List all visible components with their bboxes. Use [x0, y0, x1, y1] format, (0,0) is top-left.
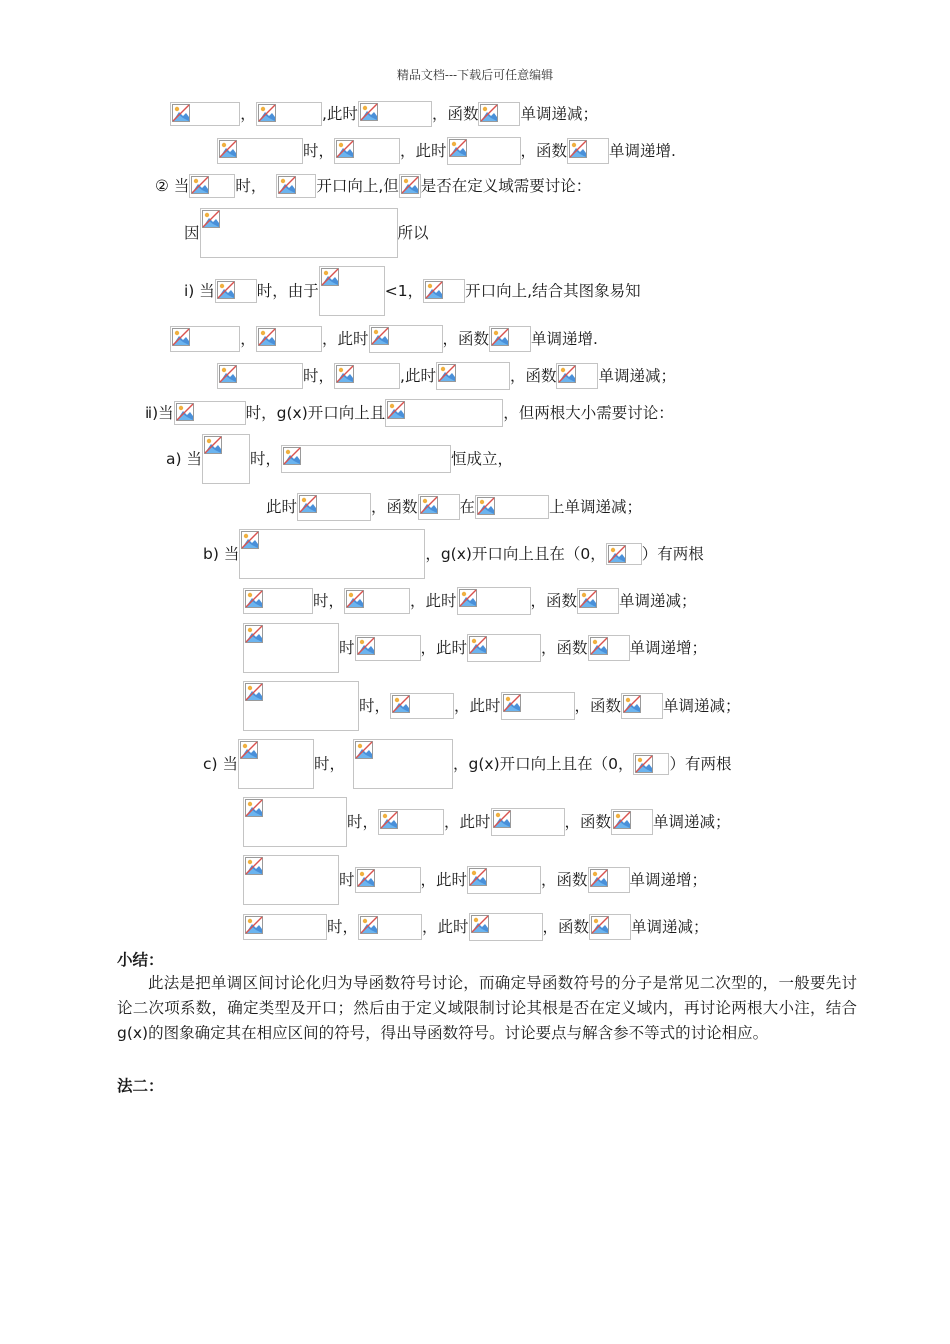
formula-image [577, 588, 619, 614]
formula-image [467, 866, 541, 894]
formula-image [447, 137, 521, 165]
formula-image [256, 326, 322, 352]
text: 单调递减； [653, 813, 731, 831]
text: ，函数 [509, 367, 557, 385]
broken-image-icon [590, 637, 608, 655]
text: b) 当 [203, 545, 240, 563]
broken-image-icon [420, 496, 438, 514]
formula-image [567, 138, 609, 164]
formula-image [378, 809, 444, 835]
formula-image [588, 635, 630, 661]
broken-image-icon [336, 365, 354, 383]
text: ，此时 [400, 142, 447, 160]
broken-image-icon [459, 589, 477, 607]
broken-image-icon [425, 281, 443, 299]
row-7 [217, 362, 676, 390]
text: 在 [459, 498, 476, 516]
broken-image-icon [493, 810, 511, 828]
formula-image [489, 326, 531, 352]
formula-image [353, 739, 453, 789]
broken-image-icon [245, 683, 263, 701]
text: ⅰ) 当 [184, 282, 215, 300]
text: ，函数 [574, 697, 622, 715]
formula-image [256, 102, 322, 126]
broken-image-icon [191, 176, 209, 194]
broken-image-icon [283, 447, 301, 465]
text: 时， [327, 918, 359, 936]
text: ，此时 [444, 813, 491, 831]
formula-image [243, 623, 339, 673]
row-4 [184, 208, 429, 258]
text: 时， [249, 450, 281, 468]
text: 单调递减； [631, 918, 709, 936]
page-header: 精品文档---下载后可任意编辑 [396, 68, 554, 82]
text: ，函数 [564, 813, 612, 831]
formula-image [423, 279, 465, 303]
formula-image [217, 363, 303, 389]
formula-image [239, 529, 425, 579]
broken-image-icon [176, 403, 194, 421]
text: ，函数 [520, 142, 568, 160]
broken-image-icon [204, 436, 222, 454]
broken-image-icon [469, 868, 487, 886]
text: 单调递增； [629, 871, 708, 889]
formula-image [491, 808, 565, 836]
formula-image [589, 914, 631, 940]
formula-image [399, 174, 421, 198]
text: 因 [184, 224, 200, 242]
broken-image-icon [172, 104, 190, 122]
text: c) 当 [203, 755, 238, 773]
broken-image-icon [202, 210, 220, 228]
text: 此时 [266, 498, 298, 516]
formula-image [467, 634, 541, 662]
broken-image-icon [258, 104, 276, 122]
text: ，函数 [442, 330, 490, 348]
formula-image [189, 174, 235, 198]
formula-image [369, 325, 443, 353]
row-17 [243, 855, 707, 905]
text: ，此时 [420, 639, 468, 657]
text: ，此时 [454, 697, 501, 715]
formula-image [217, 138, 303, 164]
text: 上单调递减； [549, 498, 643, 516]
text: 时， [359, 697, 391, 715]
text: ，此时 [322, 330, 369, 348]
broken-image-icon [491, 328, 509, 346]
formula-image [606, 543, 642, 565]
formula-image [200, 208, 398, 258]
broken-image-icon [219, 140, 237, 158]
formula-image [501, 692, 575, 720]
row-10 [266, 493, 642, 521]
formula-image [243, 588, 313, 614]
formula-image [174, 401, 246, 425]
text: ，函数 [530, 592, 578, 610]
formula-image [418, 494, 460, 520]
broken-image-icon [245, 857, 263, 875]
broken-image-icon [245, 799, 263, 817]
formula-image [358, 914, 422, 940]
text: ，函数 [542, 918, 590, 936]
text: <1， [384, 282, 424, 300]
text: 时，g(x)开口向上且 [245, 404, 386, 422]
broken-image-icon [401, 176, 419, 194]
broken-image-icon [355, 741, 373, 759]
broken-image-icon [299, 495, 317, 513]
formula-image [355, 635, 421, 661]
broken-image-icon [635, 755, 653, 773]
text: 时， [313, 592, 345, 610]
row-16 [243, 797, 731, 847]
formula-image [457, 587, 531, 615]
text: 是否在定义域需要讨论： [420, 177, 592, 195]
text: 开口向上,结合其图象易知 [465, 282, 641, 300]
formula-image [475, 495, 549, 519]
text: 时， [347, 813, 379, 831]
row-11 [203, 529, 704, 579]
formula-image [355, 867, 421, 893]
formula-image [281, 445, 451, 473]
broken-image-icon [219, 365, 237, 383]
text: ，函数 [371, 498, 418, 516]
text: ，但两根大小需要讨论： [503, 404, 674, 422]
row-3 [155, 174, 591, 198]
broken-image-icon [357, 869, 375, 887]
row-2 [217, 137, 676, 165]
formula-image [297, 493, 371, 521]
text: 时， [303, 142, 335, 160]
broken-image-icon [480, 104, 498, 122]
row-13 [243, 623, 707, 673]
text: ，函数 [431, 105, 479, 123]
formula-image [243, 855, 339, 905]
text: ，函数 [541, 871, 588, 889]
broken-image-icon [558, 365, 576, 383]
row-1 [170, 101, 598, 127]
broken-image-icon [469, 636, 487, 654]
formula-image [385, 399, 503, 427]
broken-image-icon [392, 695, 410, 713]
text: ，g(x)开口向上且在（0， [453, 755, 634, 773]
formula-image [170, 102, 240, 126]
text: ⅱ)当 [145, 404, 174, 422]
row-18 [243, 913, 709, 941]
formula-image [243, 681, 359, 731]
formula-image [436, 362, 510, 390]
text: 时 [339, 639, 355, 657]
text: 单调递增. [531, 330, 598, 348]
row-8 [145, 399, 674, 427]
broken-image-icon [608, 545, 626, 563]
broken-image-icon [623, 695, 641, 713]
row-5 [184, 266, 641, 316]
broken-image-icon [217, 281, 235, 299]
text: ，此时 [422, 918, 469, 936]
broken-image-icon [477, 497, 495, 515]
formula-image [170, 326, 240, 352]
formula-image [215, 279, 257, 303]
text: ，此时 [410, 592, 457, 610]
row-14 [243, 681, 741, 731]
broken-image-icon [503, 694, 521, 712]
text: 所以 [397, 224, 429, 242]
text: ， [240, 330, 256, 348]
broken-image-icon [569, 140, 587, 158]
broken-image-icon [241, 531, 259, 549]
formula-image [344, 588, 410, 614]
formula-image [556, 363, 598, 389]
text: 单调递增. [609, 142, 676, 160]
text: 开口向上,但 [316, 177, 399, 195]
formula-image [202, 434, 250, 484]
broken-image-icon [346, 590, 364, 608]
formula-image [334, 138, 400, 164]
text: ，函数 [541, 639, 588, 657]
text: 单调递减； [520, 105, 598, 123]
formula-image [238, 739, 314, 789]
broken-image-icon [336, 140, 354, 158]
formula-image [334, 363, 400, 389]
broken-image-icon [591, 916, 609, 934]
broken-image-icon [590, 869, 608, 887]
text: ，此时 [420, 871, 468, 889]
text: ,此时 [400, 367, 436, 385]
broken-image-icon [240, 741, 258, 759]
formula-image [319, 266, 385, 316]
formula-image [633, 753, 669, 775]
text: 单调递减； [619, 592, 697, 610]
row-9 [166, 434, 513, 484]
method-two-title: 法二： [117, 1077, 164, 1095]
text: 单调递减； [663, 697, 741, 715]
text: ）有两根 [641, 545, 704, 563]
formula-image [478, 102, 520, 126]
text: a) 当 [166, 450, 202, 468]
text: 时， [303, 367, 335, 385]
broken-image-icon [258, 328, 276, 346]
broken-image-icon [471, 915, 489, 933]
text: 时 [339, 871, 355, 889]
formula-image [390, 693, 454, 719]
broken-image-icon [360, 916, 378, 934]
formula-image [621, 693, 663, 719]
text: 时， [314, 755, 346, 773]
text: 单调递减； [598, 367, 676, 385]
formula-image [611, 809, 653, 835]
broken-image-icon [438, 364, 456, 382]
broken-image-icon [245, 625, 263, 643]
broken-image-icon [172, 328, 190, 346]
broken-image-icon [357, 637, 375, 655]
broken-image-icon [449, 139, 467, 157]
broken-image-icon [245, 590, 263, 608]
broken-image-icon [613, 811, 631, 829]
text: 恒成立， [451, 450, 514, 468]
formula-image [276, 174, 316, 198]
text: ， [240, 105, 256, 123]
formula-image [469, 913, 543, 941]
text: ）有两根 [669, 755, 732, 773]
formula-image [358, 101, 432, 127]
summary-paragraph: 此法是把单调区间讨论化归为导函数符号讨论，而确定导函数符号的分子是常见二次型的，一般要先讨论二次项系数，确定类型及开口；然后由于定义域限制讨论其根是否在定义域内，再讨论两根大小注，结合 g(x)的图象确定其在相应区间的符号，得出导函数符号。讨论要点与解含参不等式的讨论相应。 [117, 974, 857, 1042]
broken-image-icon [360, 103, 378, 121]
broken-image-icon [579, 590, 597, 608]
formula-image [243, 797, 347, 847]
text: ，g(x)开口向上且在（0， [425, 545, 606, 563]
row-6 [170, 325, 598, 353]
broken-image-icon [387, 401, 405, 419]
broken-image-icon [380, 811, 398, 829]
text: ② 当 [155, 177, 190, 195]
text: 时， [235, 177, 267, 195]
broken-image-icon [278, 176, 296, 194]
summary-title: 小结： [117, 951, 164, 969]
broken-image-icon [321, 268, 339, 286]
formula-image [243, 914, 327, 940]
broken-image-icon [245, 916, 263, 934]
row-12 [243, 587, 697, 615]
row-15 [203, 739, 732, 789]
text: 时，由于 [256, 282, 319, 300]
text: 单调递增； [629, 639, 708, 657]
formula-image [588, 867, 630, 893]
broken-image-icon [371, 327, 389, 345]
text: ,此时 [322, 105, 358, 123]
